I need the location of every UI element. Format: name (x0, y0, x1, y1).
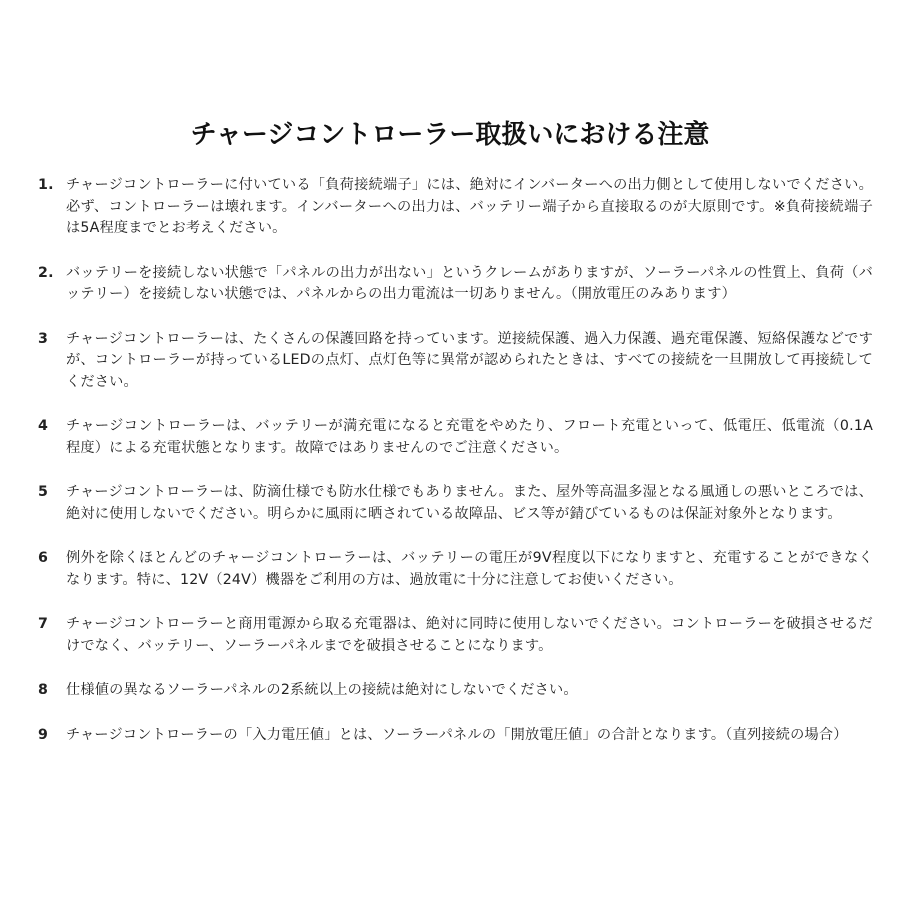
page-title: チャージコントローラー取扱いにおける注意 (190, 120, 710, 150)
note-text: 仕様値の異なるソーラーパネルの2系統以上の接続は絶対にしないでください。 (66, 682, 578, 698)
note-item-9 (38, 725, 873, 747)
note-item-5 (38, 482, 873, 525)
note-number: 8 (38, 682, 49, 698)
note-number: 2. (38, 264, 54, 281)
note-item-1 (38, 175, 873, 240)
note-number: 4 (38, 418, 49, 434)
note-number: 9 (38, 726, 49, 743)
note-item-3 (38, 329, 873, 394)
note-text: チャージコントローラーは、防滴仕様でも防水仕様でもありません。また、屋外等高温多湿となる風通しの悪いところでは、絶対に使用しないでください。明らかに風雨に晒されている故障品、ビス等が錆びているものは保証対象外となります。 (66, 484, 873, 522)
note-text: チャージコントローラーは、バッテリーが満充電になると充電をやめたり、フロート充電といって、低電圧、低電流（0.1A程度）による充電状態となります。故障ではありませんのでご注意ください。 (66, 418, 873, 456)
note-item-2 (38, 263, 873, 306)
note-text: 例外を除くほとんどのチャージコントローラーは、バッテリーの電圧が9V程度以下になりますと、充電することができなくなります。特に、12V（24V）機器をご利用の方は、過放電に十分に注意してお使いください。 (66, 550, 873, 588)
note-text: チャージコントローラーの「入力電圧値」とは、ソーラーパネルの「開放電圧値」の合計となります。（直列接続の場合） (66, 726, 848, 743)
note-number: 6 (38, 550, 49, 566)
note-item-8 (38, 680, 873, 702)
note-number: 5 (38, 484, 49, 500)
note-item-6 (38, 548, 873, 591)
note-number: 7 (38, 616, 49, 632)
note-item-4 (38, 416, 873, 459)
note-text: チャージコントローラーと商用電源から取る充電器は、絶対に同時に使用しないでください。コントローラーを破損させるだけでなく、バッテリー、ソーラーパネルまでを破損させることになります。 (66, 616, 873, 654)
note-text: バッテリーを接続しない状態で「パネルの出力が出ない」というクレームがありますが、ソーラーパネルの性質上、負荷（バッテリー）を接続しない状態では、パネルからの出力電流は一切ありません。（開放電圧のみあります） (66, 264, 873, 302)
note-text: チャージコントローラーに付いている「負荷接続端子」には、絶対にインバーターへの出力側として使用しないでください。必ず、コントローラーは壊れます。インバーターへの出力は、バッテリー端子から直接取るのが大原則です。※負荷接続端子は5A程度までとお考えください。 (66, 177, 873, 236)
notes-list (38, 175, 873, 746)
note-number: 3 (38, 330, 49, 347)
note-number: 1. (38, 177, 54, 193)
note-text: チャージコントローラーは、たくさんの保護回路を持っています。逆接続保護、過入力保護、過充電保護、短絡保護などですが、コントローラーが持っているLEDの点灯、点灯色等に異常が認められたときは、すべての接続を一旦開放して再接続してください。 (66, 330, 873, 390)
note-item-7 (38, 614, 873, 657)
